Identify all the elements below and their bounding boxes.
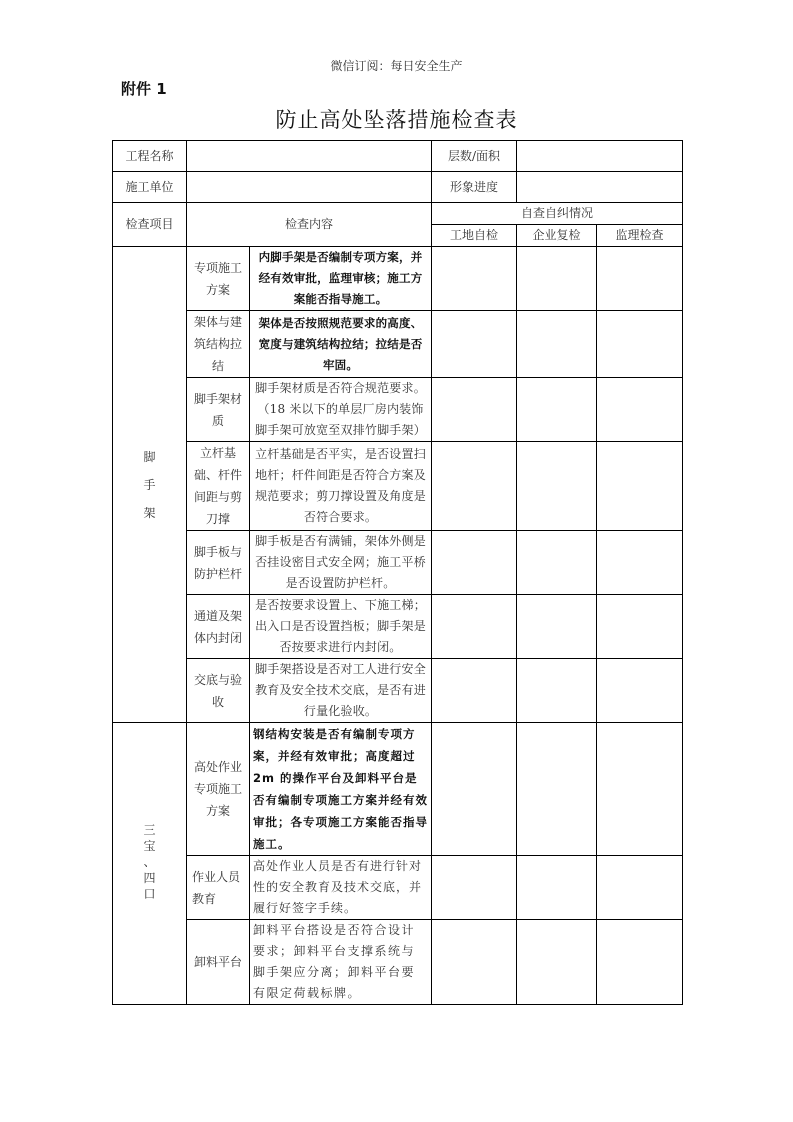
item-content: 脚手板是否有满铺，架体外侧是否挂设密目式安全网；施工平桥是否设置防护栏杆。: [250, 531, 432, 595]
item-name: 高处作业专项施工方案: [187, 723, 250, 856]
table-row: [113, 920, 683, 1005]
table-row: [113, 531, 683, 595]
item-name: 脚手架材质: [187, 378, 250, 442]
item-content: 是否按要求设置上、下施工梯；出入口是否设置挡板；脚手架是否按要求进行内封闭。: [250, 595, 432, 659]
attachment-label: 附件 1: [121, 80, 167, 98]
supervisor-check-cell[interactable]: [597, 856, 683, 920]
site-check-cell[interactable]: [432, 920, 517, 1005]
header-site-check: 工地自检: [432, 225, 517, 247]
table-row: [113, 659, 683, 723]
table-row: [113, 442, 683, 531]
item-name: 立杆基础、杆件间距与剪刀撑: [187, 442, 250, 531]
company-recheck-cell[interactable]: [517, 856, 597, 920]
supervisor-check-cell[interactable]: [597, 920, 683, 1005]
supervisor-check-cell[interactable]: [597, 247, 683, 311]
item-name: 专项施工方案: [187, 247, 250, 311]
item-name: 交底与验收: [187, 659, 250, 723]
company-recheck-cell[interactable]: [517, 247, 597, 311]
supervisor-check-cell[interactable]: [597, 595, 683, 659]
progress-field[interactable]: [517, 172, 683, 203]
table-row: [113, 311, 683, 378]
site-check-cell[interactable]: [432, 531, 517, 595]
progress-label: 形象进度: [432, 172, 517, 203]
contractor-field[interactable]: [187, 172, 432, 203]
supervisor-check-cell[interactable]: [597, 442, 683, 531]
supervisor-check-cell[interactable]: [597, 723, 683, 856]
supervisor-check-cell[interactable]: [597, 311, 683, 378]
watermark-text: 微信订阅：每日安全生产: [330, 59, 463, 73]
item-content: 内脚手架是否编制专项方案，并经有效审批，监理审核；施工方案能否指导施工。: [250, 247, 432, 311]
site-check-cell[interactable]: [432, 659, 517, 723]
inspection-table: [112, 140, 683, 1005]
company-recheck-cell[interactable]: [517, 378, 597, 442]
item-name: 卸料平台: [187, 920, 250, 1005]
table-row: [113, 595, 683, 659]
site-check-cell[interactable]: [432, 311, 517, 378]
header-supervisor-check: 监理检查: [597, 225, 683, 247]
table-row: [113, 378, 683, 442]
company-recheck-cell[interactable]: [517, 920, 597, 1005]
floors-area-label: 层数/面积: [432, 141, 517, 172]
header-company-recheck: 企业复检: [517, 225, 597, 247]
page-title: 防止高处坠落措施检查表: [275, 108, 518, 132]
category-three-treasures-four-openings: 三 宝 、 四 口: [113, 723, 187, 1005]
contractor-label: 施工单位: [113, 172, 187, 203]
info-row-project: [113, 141, 683, 172]
item-content: 脚手架搭设是否对工人进行安全教育及安全技术交底，是否有进行量化验收。: [250, 659, 432, 723]
table-header-row: [113, 203, 683, 225]
site-check-cell[interactable]: [432, 247, 517, 311]
item-name: 架体与建筑结构拉结: [187, 311, 250, 378]
company-recheck-cell[interactable]: [517, 595, 597, 659]
header-check-item: 检查项目: [113, 203, 187, 247]
site-check-cell[interactable]: [432, 856, 517, 920]
item-content: 卸料平台搭设是否符合设计要求；卸料平台支撑系统与脚手架应分离；卸料平台要有限定荷载标牌。: [250, 920, 432, 1005]
header-check-content: 检查内容: [187, 203, 432, 247]
category-scaffold: 脚 手 架: [113, 247, 187, 723]
item-content: 钢结构安装是否有编制专项方案，并经有效审批；高度超过 2m 的操作平台及卸料平台是否有编制专项施工方案并经有效审批；各专项施工方案能否指导施工。: [250, 723, 432, 856]
company-recheck-cell[interactable]: [517, 311, 597, 378]
supervisor-check-cell[interactable]: [597, 659, 683, 723]
supervisor-check-cell[interactable]: [597, 378, 683, 442]
project-name-label: 工程名称: [113, 141, 187, 172]
site-check-cell[interactable]: [432, 723, 517, 856]
header-self-check-group: 自查自纠情况: [432, 203, 683, 225]
company-recheck-cell[interactable]: [517, 531, 597, 595]
company-recheck-cell[interactable]: [517, 659, 597, 723]
site-check-cell[interactable]: [432, 595, 517, 659]
table-row: [113, 856, 683, 920]
info-row-contractor: [113, 172, 683, 203]
project-name-field[interactable]: [187, 141, 432, 172]
table-row: [113, 247, 683, 311]
item-content: 高处作业人员是否有进行针对性的安全教育及技术交底，并履行好签字手续。: [250, 856, 432, 920]
company-recheck-cell[interactable]: [517, 723, 597, 856]
item-name: 通道及架体内封闭: [187, 595, 250, 659]
supervisor-check-cell[interactable]: [597, 531, 683, 595]
site-check-cell[interactable]: [432, 378, 517, 442]
site-check-cell[interactable]: [432, 442, 517, 531]
company-recheck-cell[interactable]: [517, 442, 597, 531]
item-name: 脚手板与防护栏杆: [187, 531, 250, 595]
item-name: 作业人员教育: [187, 856, 250, 920]
item-content: 脚手架材质是否符合规范要求。（18 米以下的单层厂房内装饰脚手架可放宽至双排竹脚手架）: [250, 378, 432, 442]
table-row: [113, 723, 683, 856]
floors-area-field[interactable]: [517, 141, 683, 172]
item-content: 立杆基础是否平实，是否设置扫地杆；杆件间距是否符合方案及规范要求；剪刀撑设置及角度是否符合要求。: [250, 442, 432, 531]
item-content: 架体是否按照规范要求的高度、宽度与建筑结构拉结；拉结是否牢固。: [250, 311, 432, 378]
